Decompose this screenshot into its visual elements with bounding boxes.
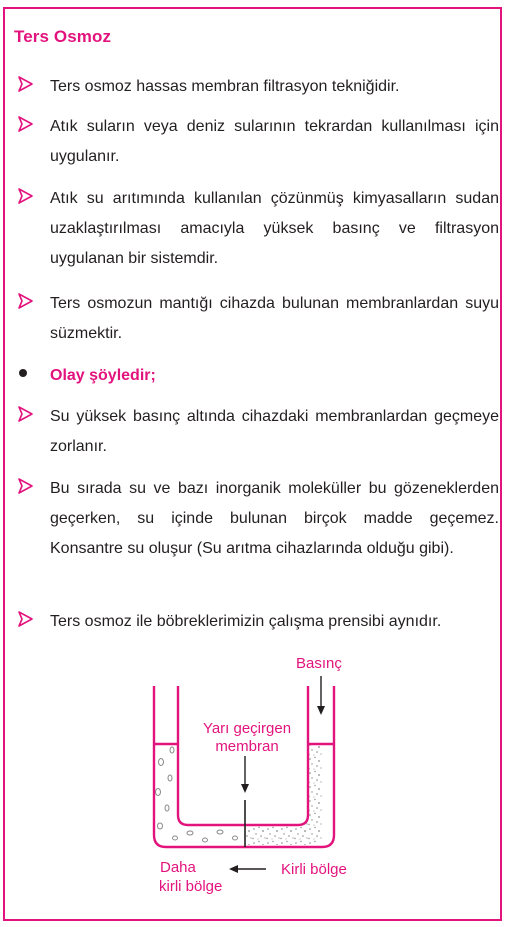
- bullet-text: Atık su arıtımında kullanılan çözünmüş kimyasalların sudan uzaklaştırılması amacıyla yüksek basınç ve filtrasyon uygulanan bir sistemdir.: [50, 190, 499, 267]
- bullet-text: Ters osmoz hassas membran filtrasyon tekniğidir.: [50, 78, 400, 95]
- bullet-text: Bu sırada su ve bazı inorganik moleküller bu gözeneklerden geçerken, su içinde bulunan birçok madde geçemez. Konsantre su oluşur (Su arıtma cihazlarında olduğu gibi).: [50, 480, 499, 557]
- dirtier-region-label-line1: Daha: [160, 859, 196, 876]
- subheading: Olay şöyledir;: [50, 367, 156, 384]
- membrane-label-line1: Yarı geçirgen: [202, 720, 292, 737]
- card-title: Ters Osmoz: [14, 27, 112, 46]
- pressure-label: Basınç: [296, 655, 342, 672]
- dirtier-region-label-line2: kirli bölge: [159, 878, 223, 895]
- bullet-text: Su yüksek basınç altında cihazdaki membranlardan geçmeye zorlanır.: [50, 408, 499, 455]
- dirty-region-fill: [245, 744, 322, 845]
- bullet-text: Atık suların veya deniz sularının tekrardan kullanılması için uygulanır.: [50, 118, 499, 165]
- bullet-text: Ters osmozun mantığı cihazda bulunan membranlardan suyu süzmektir.: [50, 295, 499, 342]
- membrane-label-line2: membran: [215, 738, 279, 755]
- bullet-text: Ters osmoz ile böbreklerimizin çalışma prensibi aynıdır.: [50, 613, 442, 630]
- dirty-region-label: Kirli bölge: [281, 861, 347, 878]
- dirtier-region-particles: [156, 747, 238, 842]
